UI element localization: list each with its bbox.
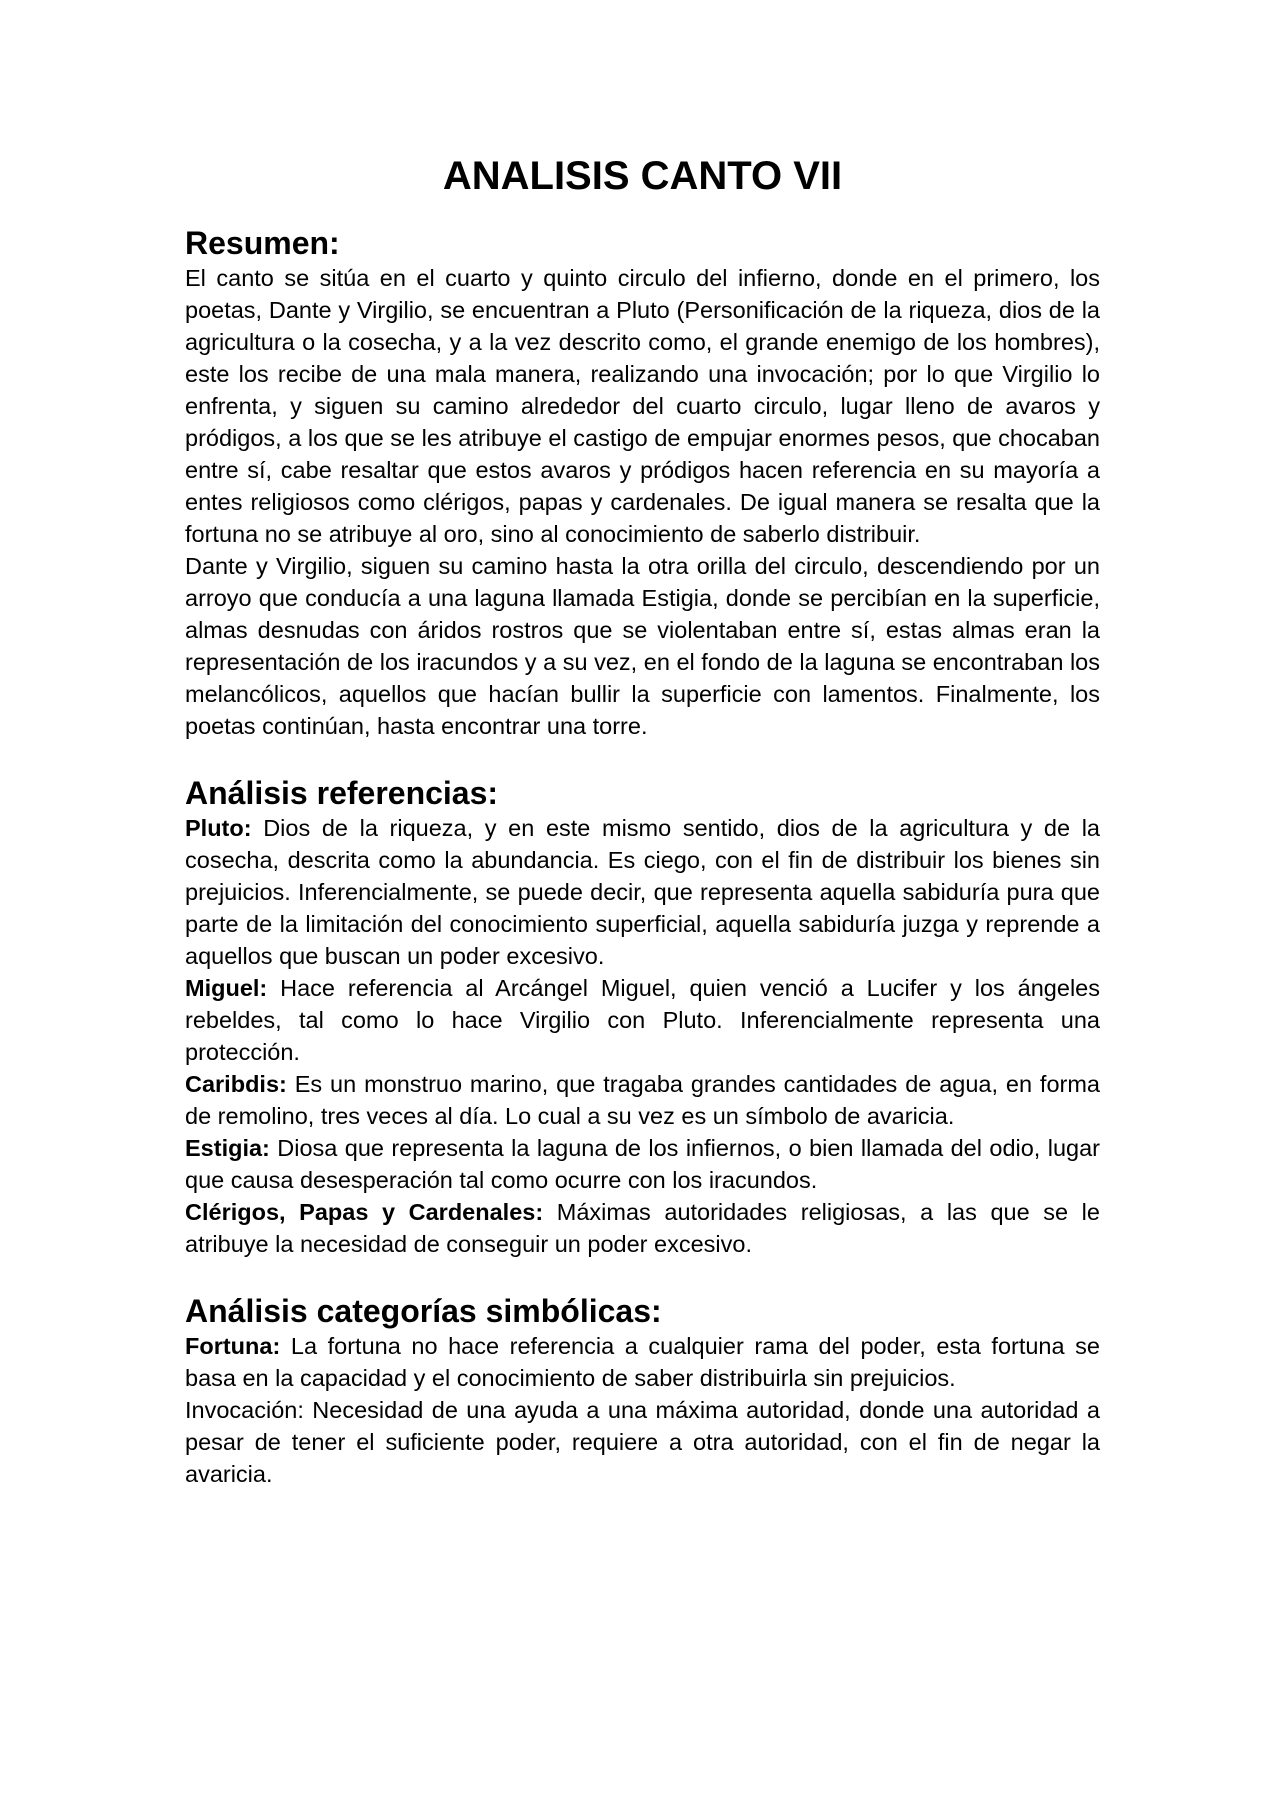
reference-term: Pluto: [185, 815, 252, 841]
section-heading-referencias: Análisis referencias: [185, 775, 499, 811]
reference-entry-miguel [185, 972, 1100, 1068]
reference-text: Es un monstruo marino, que tragaba grandes cantidades de agua, en forma de remolino, tres veces al día. Lo cual a su vez es un símbolo de avaricia. [185, 1071, 1100, 1129]
resumen-paragraph: El canto se sitúa en el cuarto y quinto circulo del infierno, donde en el primero, los poetas, Dante y Virgilio, se encuentran a Pluto (Personificación de la riqueza, dios de la agricultura o la cosecha, y a la vez descrito como, el grande enemigo de los hombres), este los recibe de una mala manera, realizando una invocación; por lo que Virgilio lo enfrenta, y siguen su camino alrededor del cuarto circulo, lugar lleno de avaros y pródigos, a los que se les atribuye el castigo de empujar enormes pesos, que chocaban entre sí, cabe resaltar que estos avaros y pródigos hacen referencia en su mayoría a entes religiosos como clérigos, papas y cardenales. De igual manera se resalta que la fortuna no se atribuye al oro, sino al conocimiento de saberlo distribuir. [185, 265, 1100, 547]
category-entry-fortuna [185, 1330, 1100, 1394]
reference-entry-pluto [185, 812, 1100, 972]
section-heading-categorias: Análisis categorías simbólicas: [185, 1293, 662, 1329]
reference-entry-clerigos [185, 1196, 1100, 1260]
reference-term: Caribdis: [185, 1071, 287, 1097]
resumen-paragraph: Dante y Virgilio, siguen su camino hasta la otra orilla del circulo, descendiendo por un arroyo que conducía a una laguna llamada Estigia, donde se percibían en la superficie, almas desnudas con áridos rostros que se violentaban entre sí, estas almas eran la representación de los iracundos y a su vez, en el fondo de la laguna se encontraban los melancólicos, aquellos que hacían bullir la superficie con lamentos. Finalmente, los poetas continúan, hasta encontrar una torre. [185, 553, 1100, 739]
reference-term: Miguel: [185, 975, 268, 1001]
section-spacer [185, 1260, 1100, 1292]
reference-text: Dios de la riqueza, y en este mismo sentido, dios de la agricultura y de la cosecha, descrita como la abundancia. Es ciego, con el fin de distribuir los bienes sin prejuicios. Inferencialmente, se puede decir, que representa aquella sabiduría pura que parte de la limitación del conocimiento superficial, aquella sabiduría juzga y reprende a aquellos que buscan un poder excesivo. [185, 815, 1100, 969]
reference-text: Diosa que representa la laguna de los infiernos, o bien llamada del odio, lugar que causa desesperación tal como ocurre con los iracundos. [185, 1135, 1100, 1193]
document-title: ANALISIS CANTO VII [442, 154, 843, 198]
reference-term: Estigia: [185, 1135, 270, 1161]
section-spacer [185, 742, 1100, 774]
document-page [185, 150, 1100, 1490]
reference-text: Hace referencia al Arcángel Miguel, quien venció a Lucifer y los ángeles rebeldes, tal como lo hace Virgilio con Pluto. Inferencialmente representa una protección. [185, 975, 1100, 1065]
reference-entry-estigia [185, 1132, 1100, 1196]
category-term: Fortuna: [185, 1333, 281, 1359]
reference-entry-caribdis [185, 1068, 1100, 1132]
reference-term: Clérigos, Papas y Cardenales: [185, 1199, 544, 1225]
category-entry-invocacion: Invocación: Necesidad de una ayuda a una máxima autoridad, donde una autoridad a pesar de tener el suficiente poder, requiere a otra autoridad, con el fin de negar la avaricia. [185, 1397, 1100, 1487]
category-text: La fortuna no hace referencia a cualquier rama del poder, esta fortuna se basa en la capacidad y el conocimiento de saber distribuirla sin prejuicios. [185, 1333, 1100, 1391]
section-heading-resumen: Resumen: [185, 225, 340, 261]
reference-text: Máximas autoridades religiosas, a las que se le atribuye la necesidad de conseguir un poder excesivo. [185, 1199, 1100, 1257]
